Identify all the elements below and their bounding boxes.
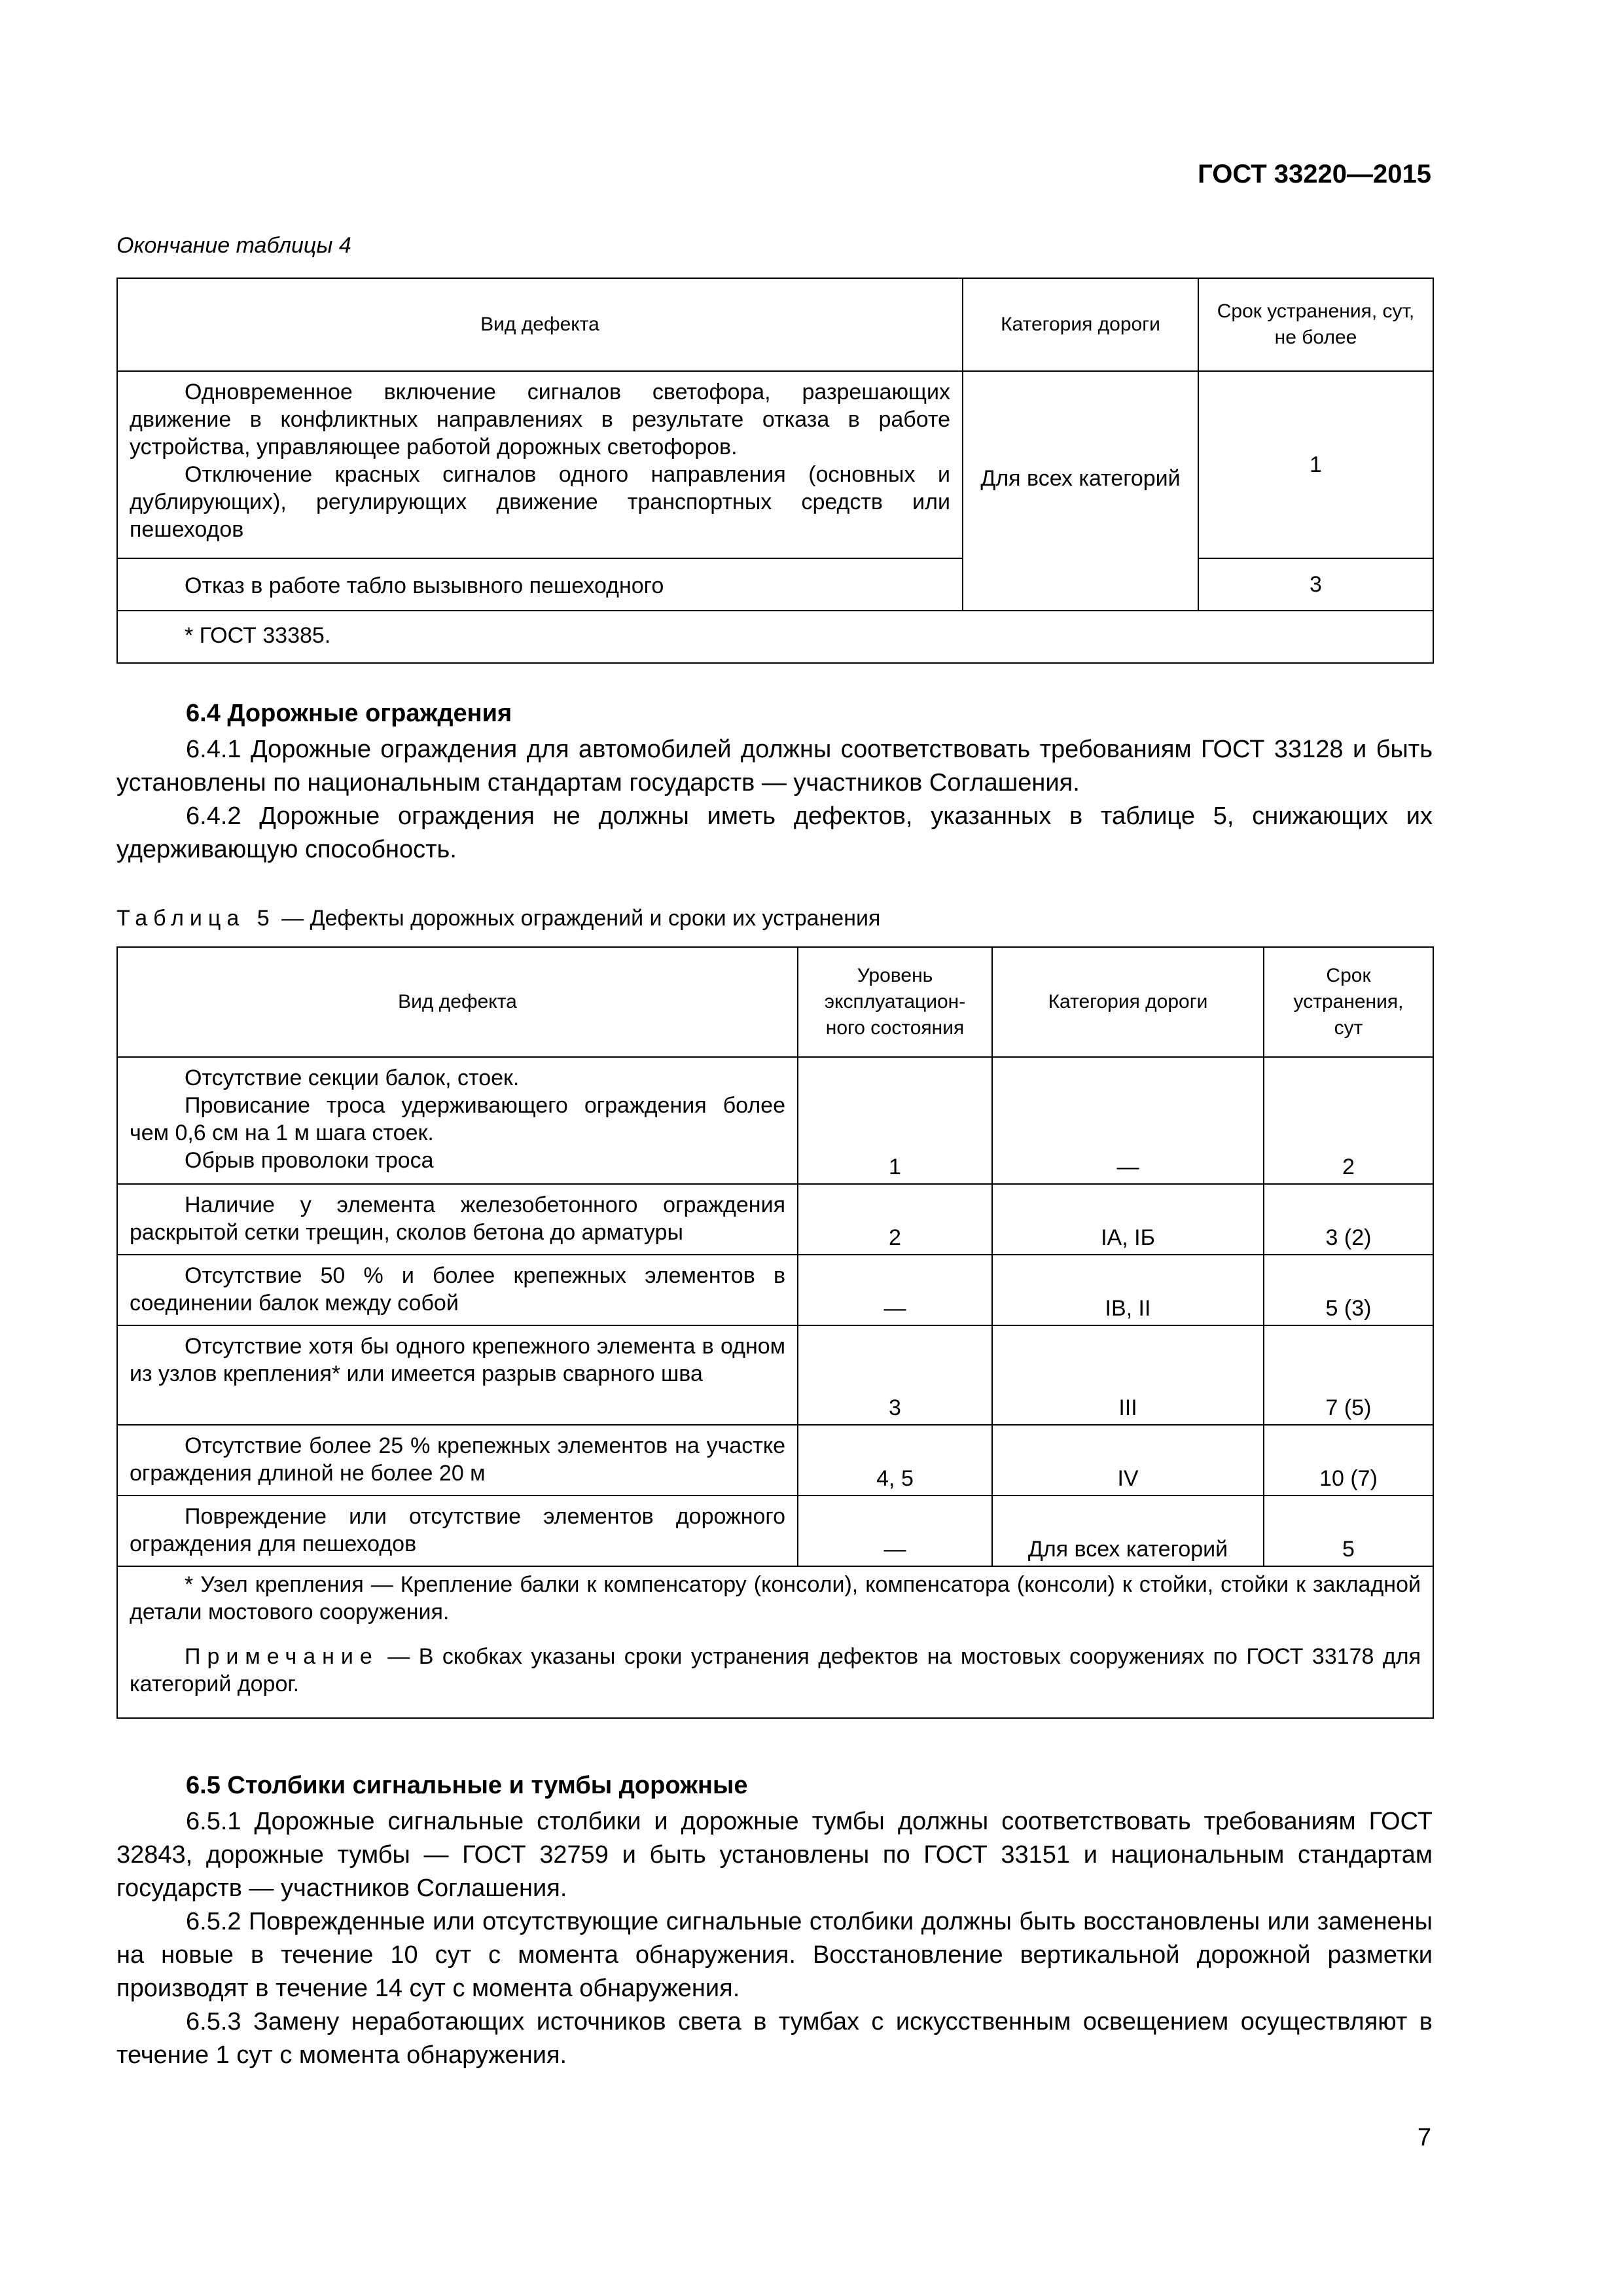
table-4 bbox=[116, 278, 1434, 664]
t4-term-cell: 3 bbox=[1198, 558, 1433, 611]
t5-footnote: * Узел крепления — Крепление балки к компенсатору (консоли), компенсатора (консоли) к стойки, стойки к закладной детали мостового сооружения. bbox=[130, 1572, 1421, 1624]
t5-defect-line: Отсутствие более 25 % крепежных элементов на участке ограждения длиной не более 20 м bbox=[130, 1433, 785, 1486]
t5-defect-line: Отсутствие хотя бы одного крепежного элемента в одном из узлов крепления* или имеется разрыв сварного шва bbox=[130, 1334, 785, 1386]
standard-code: ГОСТ 33220—2015 bbox=[1198, 160, 1431, 188]
t5-note bbox=[130, 1643, 1421, 1698]
t5-category-cell: IА, IБ bbox=[992, 1184, 1264, 1255]
t4-defect-cell bbox=[117, 558, 963, 611]
table5-caption-label: Таблица 5 bbox=[116, 906, 276, 931]
section-heading: 6.4 Дорожные ограждения bbox=[186, 700, 512, 727]
t5-term-cell: 5 bbox=[1264, 1496, 1433, 1566]
t5-col-term: Срок устранения, сут bbox=[1264, 947, 1433, 1057]
t5-note-label: Примечание bbox=[185, 1644, 379, 1669]
t5-note-text: — В скобках указаны сроки устранения дефектов на мостовых сооружениях по ГОСТ 33178 для категорий дорог. bbox=[130, 1644, 1421, 1696]
t4-defect-line: Отказ в работе табло вызывного пешеходного bbox=[185, 573, 664, 598]
t5-defect-cell bbox=[117, 1255, 798, 1325]
t4-defect-line: Отключение красных сигналов одного направления (основных и дублирующих), регулирующих движение транспортных средств или пешеходов bbox=[130, 462, 950, 542]
table-row bbox=[117, 1255, 1433, 1325]
paragraph: 6.4.2 Дорожные ограждения не должны иметь дефектов, указанных в таблице 5, снижающих их удерживающую способность. bbox=[116, 802, 1433, 863]
t5-term-cell: 7 (5) bbox=[1264, 1325, 1433, 1425]
t5-defect-line: Отсутствие 50 % и более крепежных элементов в соединении балок между собой bbox=[130, 1263, 785, 1316]
t5-level-cell: 3 bbox=[798, 1325, 992, 1425]
table-row bbox=[117, 1184, 1433, 1255]
table-row bbox=[117, 1057, 1433, 1184]
t5-defect-cell bbox=[117, 1425, 798, 1496]
t5-term-cell: 2 bbox=[1264, 1057, 1433, 1184]
t4-col-category: Категория дороги bbox=[963, 278, 1198, 371]
t5-notes bbox=[117, 1566, 1433, 1718]
t4-footnote-text: * ГОСТ 33385. bbox=[185, 623, 331, 648]
t5-defect-cell bbox=[117, 1184, 798, 1255]
table-row bbox=[117, 1496, 1433, 1566]
t5-category-cell: IV bbox=[992, 1425, 1264, 1496]
t5-term-cell: 5 (3) bbox=[1264, 1255, 1433, 1325]
paragraph: 6.5.2 Поврежденные или отсутствующие сигнальные столбики должны быть восстановлены или заменены на новые в течение 10 сут с момента обнаружения. Восстановление вертикальной дорожной разметки производят в течение 14 сут с момента обнаружения. bbox=[116, 1908, 1433, 2002]
t5-defect-line: Наличие у элемента железобетонного ограждения раскрытой сетки трещин, сколов бетона до арматуры bbox=[130, 1193, 785, 1245]
t5-category-cell: — bbox=[992, 1057, 1264, 1184]
paragraph: 6.4.1 Дорожные ограждения для автомобилей должны соответствовать требованиям ГОСТ 33128 и быть установлены по национальным стандартам государств — участников Соглашения. bbox=[116, 736, 1433, 797]
t5-col-level: Уровень эксплуатацион-ного состояния bbox=[798, 947, 992, 1057]
table-5 bbox=[116, 946, 1434, 1719]
t5-defect-line: Отсутствие секции балок, стоек. bbox=[185, 1066, 520, 1090]
section-6-4 bbox=[116, 694, 1433, 867]
t4-footnote bbox=[117, 611, 1433, 663]
table5-caption bbox=[116, 906, 880, 931]
t5-level-cell: 4, 5 bbox=[798, 1425, 992, 1496]
table-row bbox=[117, 371, 1433, 558]
t4-col-term: Срок устранения, сут, не более bbox=[1198, 278, 1433, 371]
table-row bbox=[117, 558, 1433, 611]
section-6-5 bbox=[116, 1766, 1433, 2072]
t5-defect-cell bbox=[117, 1496, 798, 1566]
t4-defect-cell bbox=[117, 371, 963, 558]
paragraph: 6.5.3 Замену неработающих источников света в тумбах с искусственным освещением осуществляют в течение 1 сут с момента обнаружения. bbox=[116, 2008, 1433, 2069]
t5-level-cell: 1 bbox=[798, 1057, 992, 1184]
t4-term-cell: 1 bbox=[1198, 371, 1433, 558]
section-heading: 6.5 Столбики сигнальные и тумбы дорожные bbox=[186, 1772, 748, 1799]
t5-category-cell: Для всех категорий bbox=[992, 1496, 1264, 1566]
t5-defect-line: Провисание троса удерживающего ограждения более чем 0,6 см на 1 м шага стоек. bbox=[130, 1093, 785, 1145]
t5-defect-line: Обрыв проволоки троса bbox=[185, 1148, 434, 1173]
t5-level-cell: 2 bbox=[798, 1184, 992, 1255]
t5-defect-line: Повреждение или отсутствие элементов дорожного ограждения для пешеходов bbox=[130, 1504, 785, 1556]
t5-defect-cell bbox=[117, 1325, 798, 1425]
t5-category-cell: IВ, II bbox=[992, 1255, 1264, 1325]
t5-term-cell: 3 (2) bbox=[1264, 1184, 1433, 1255]
table5-caption-text: — Дефекты дорожных ограждений и сроки их устранения bbox=[275, 906, 881, 931]
t5-defect-cell bbox=[117, 1057, 798, 1184]
table-row bbox=[117, 1425, 1433, 1496]
table-row bbox=[117, 1325, 1433, 1425]
t4-defect-line: Одновременное включение сигналов светофора, разрешающих движение в конфликтных направлениях в результате отказа в работе устройства, управляющее работой дорожных светофоров. bbox=[130, 380, 950, 459]
page-number: 7 bbox=[1417, 2124, 1431, 2151]
t5-category-cell: III bbox=[992, 1325, 1264, 1425]
t5-level-cell: — bbox=[798, 1496, 992, 1566]
t5-col-category: Категория дороги bbox=[992, 947, 1264, 1057]
paragraph: 6.5.1 Дорожные сигнальные столбики и дорожные тумбы должны соответствовать требованиям ГОСТ 32843, дорожные тумбы — ГОСТ 32759 и быть установлены по ГОСТ 33151 и национальным стандартам государств — участников Соглашения. bbox=[116, 1808, 1433, 1902]
t4-category-cell: Для всех категорий bbox=[963, 371, 1198, 611]
t5-term-cell: 10 (7) bbox=[1264, 1425, 1433, 1496]
t5-col-defect: Вид дефекта bbox=[117, 947, 798, 1057]
table4-caption: Окончание таблицы 4 bbox=[116, 233, 351, 258]
t5-level-cell: — bbox=[798, 1255, 992, 1325]
t4-col-defect: Вид дефекта bbox=[117, 278, 963, 371]
